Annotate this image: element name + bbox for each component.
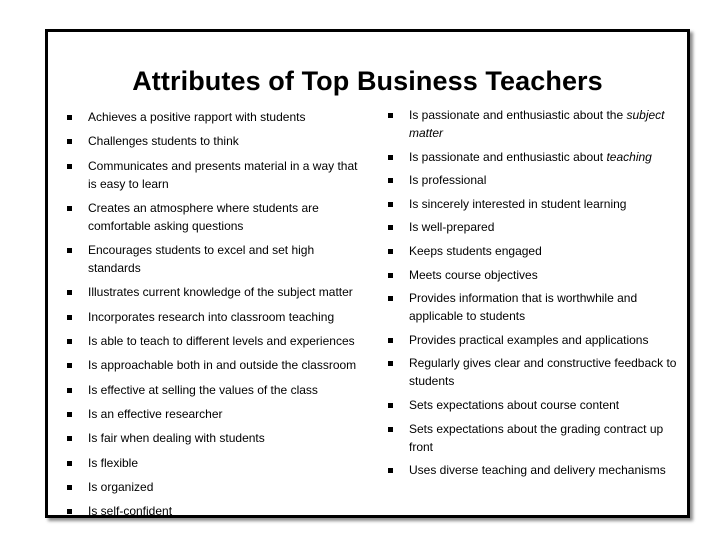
list-item: [388, 106, 678, 142]
square-bullet-icon: [67, 315, 72, 320]
list-item: [67, 283, 367, 301]
square-bullet-icon: [388, 338, 393, 343]
square-bullet-icon: [67, 248, 72, 253]
list-item-text: Meets course objectives: [409, 267, 538, 282]
list-item-text: Is flexible: [88, 455, 139, 470]
list-item: [67, 478, 367, 496]
list-item-text: Illustrates current knowledge of the subject matter: [88, 285, 353, 300]
list-item: [67, 405, 367, 423]
list-item-text: Achieves a positive rapport with students: [88, 110, 306, 124]
list-item-text: Communicates and presents material in a way that is easy to learn: [88, 158, 358, 191]
square-bullet-icon: [388, 468, 393, 473]
square-bullet-icon: [388, 273, 393, 278]
list-item: [67, 502, 367, 520]
right-attribute-list: [388, 106, 678, 485]
square-bullet-icon: [388, 202, 393, 207]
list-item-text: Is fair when dealing with students: [88, 431, 265, 446]
list-item: [67, 241, 367, 277]
slide-title: Attributes of Top Business Teachers: [132, 66, 603, 96]
list-item-text: Sets expectations about course content: [409, 397, 620, 412]
list-item: [67, 356, 367, 374]
square-bullet-icon: [67, 461, 72, 466]
list-item-text: Incorporates research into classroom teaching: [88, 309, 335, 324]
list-item-text: Is effective at selling the values of the class: [88, 382, 318, 397]
list-item: [67, 157, 367, 193]
list-item-text: Is passionate and enthusiastic about: [409, 149, 607, 164]
list-item-text: Sets expectations about the grading contract up front: [409, 421, 664, 454]
list-item: [388, 420, 678, 456]
list-item: [67, 381, 367, 399]
list-item-text: Provides information that is worthwhile and applicable to students: [409, 291, 638, 324]
list-item: [67, 308, 367, 326]
list-item-emphasis: subject matter: [409, 108, 665, 140]
square-bullet-icon: [67, 339, 72, 344]
list-item: [388, 331, 678, 349]
square-bullet-icon: [388, 427, 393, 432]
list-item-text: Challenges students to think: [88, 134, 239, 149]
list-item: [388, 195, 678, 213]
list-item: [388, 289, 678, 325]
list-item: [67, 132, 367, 150]
list-item-text: Regularly gives clear and constructive feedback to students: [409, 356, 677, 389]
square-bullet-icon: [388, 403, 393, 408]
list-item-text: Is professional: [409, 173, 487, 188]
square-bullet-icon: [388, 155, 393, 160]
square-bullet-icon: [67, 436, 72, 441]
square-bullet-icon: [388, 361, 393, 366]
square-bullet-icon: [67, 363, 72, 368]
list-item-text: Encourages students to excel and set high standards: [88, 243, 315, 276]
list-item: [388, 266, 678, 284]
list-item-emphasis: teaching: [606, 149, 652, 164]
list-item-text: Is organized: [88, 479, 154, 494]
left-attribute-list: [67, 108, 367, 526]
list-item: [67, 332, 367, 350]
square-bullet-icon: [67, 290, 72, 295]
list-item: [67, 199, 367, 235]
square-bullet-icon: [67, 206, 72, 211]
list-item-text: Is well-prepared: [409, 220, 495, 235]
slide-frame: [45, 29, 690, 518]
list-item: [388, 461, 678, 479]
list-item-text: Is passionate and enthusiastic about the: [409, 108, 627, 122]
list-item: [388, 218, 678, 236]
list-item: [388, 148, 678, 166]
list-item-text: Is self-confident: [88, 504, 173, 519]
list-item-text: Keeps students engaged: [409, 243, 542, 258]
list-item-text: Is approachable both in and outside the classroom: [88, 358, 357, 373]
list-item: [67, 454, 367, 472]
square-bullet-icon: [67, 139, 72, 144]
square-bullet-icon: [67, 115, 72, 120]
square-bullet-icon: [67, 164, 72, 169]
list-item: [388, 354, 678, 390]
list-item-text: Creates an atmosphere where students are comfortable asking questions: [88, 200, 319, 233]
square-bullet-icon: [67, 388, 72, 393]
square-bullet-icon: [388, 225, 393, 230]
list-item-text: Is an effective researcher: [88, 406, 223, 421]
square-bullet-icon: [388, 178, 393, 183]
list-item-text: Provides practical examples and applications: [409, 332, 649, 347]
list-item: [67, 108, 367, 126]
square-bullet-icon: [388, 113, 393, 118]
list-item-text: Is able to teach to different levels and experiences: [88, 334, 355, 349]
list-item: [67, 429, 367, 447]
square-bullet-icon: [67, 485, 72, 490]
list-item: [388, 396, 678, 414]
square-bullet-icon: [67, 509, 72, 514]
list-item-text: Uses diverse teaching and delivery mechanisms: [409, 463, 666, 478]
list-item: [388, 171, 678, 189]
square-bullet-icon: [388, 249, 393, 254]
list-item-text: Is sincerely interested in student learning: [409, 196, 627, 211]
list-item: [388, 242, 678, 260]
square-bullet-icon: [388, 296, 393, 301]
square-bullet-icon: [67, 412, 72, 417]
